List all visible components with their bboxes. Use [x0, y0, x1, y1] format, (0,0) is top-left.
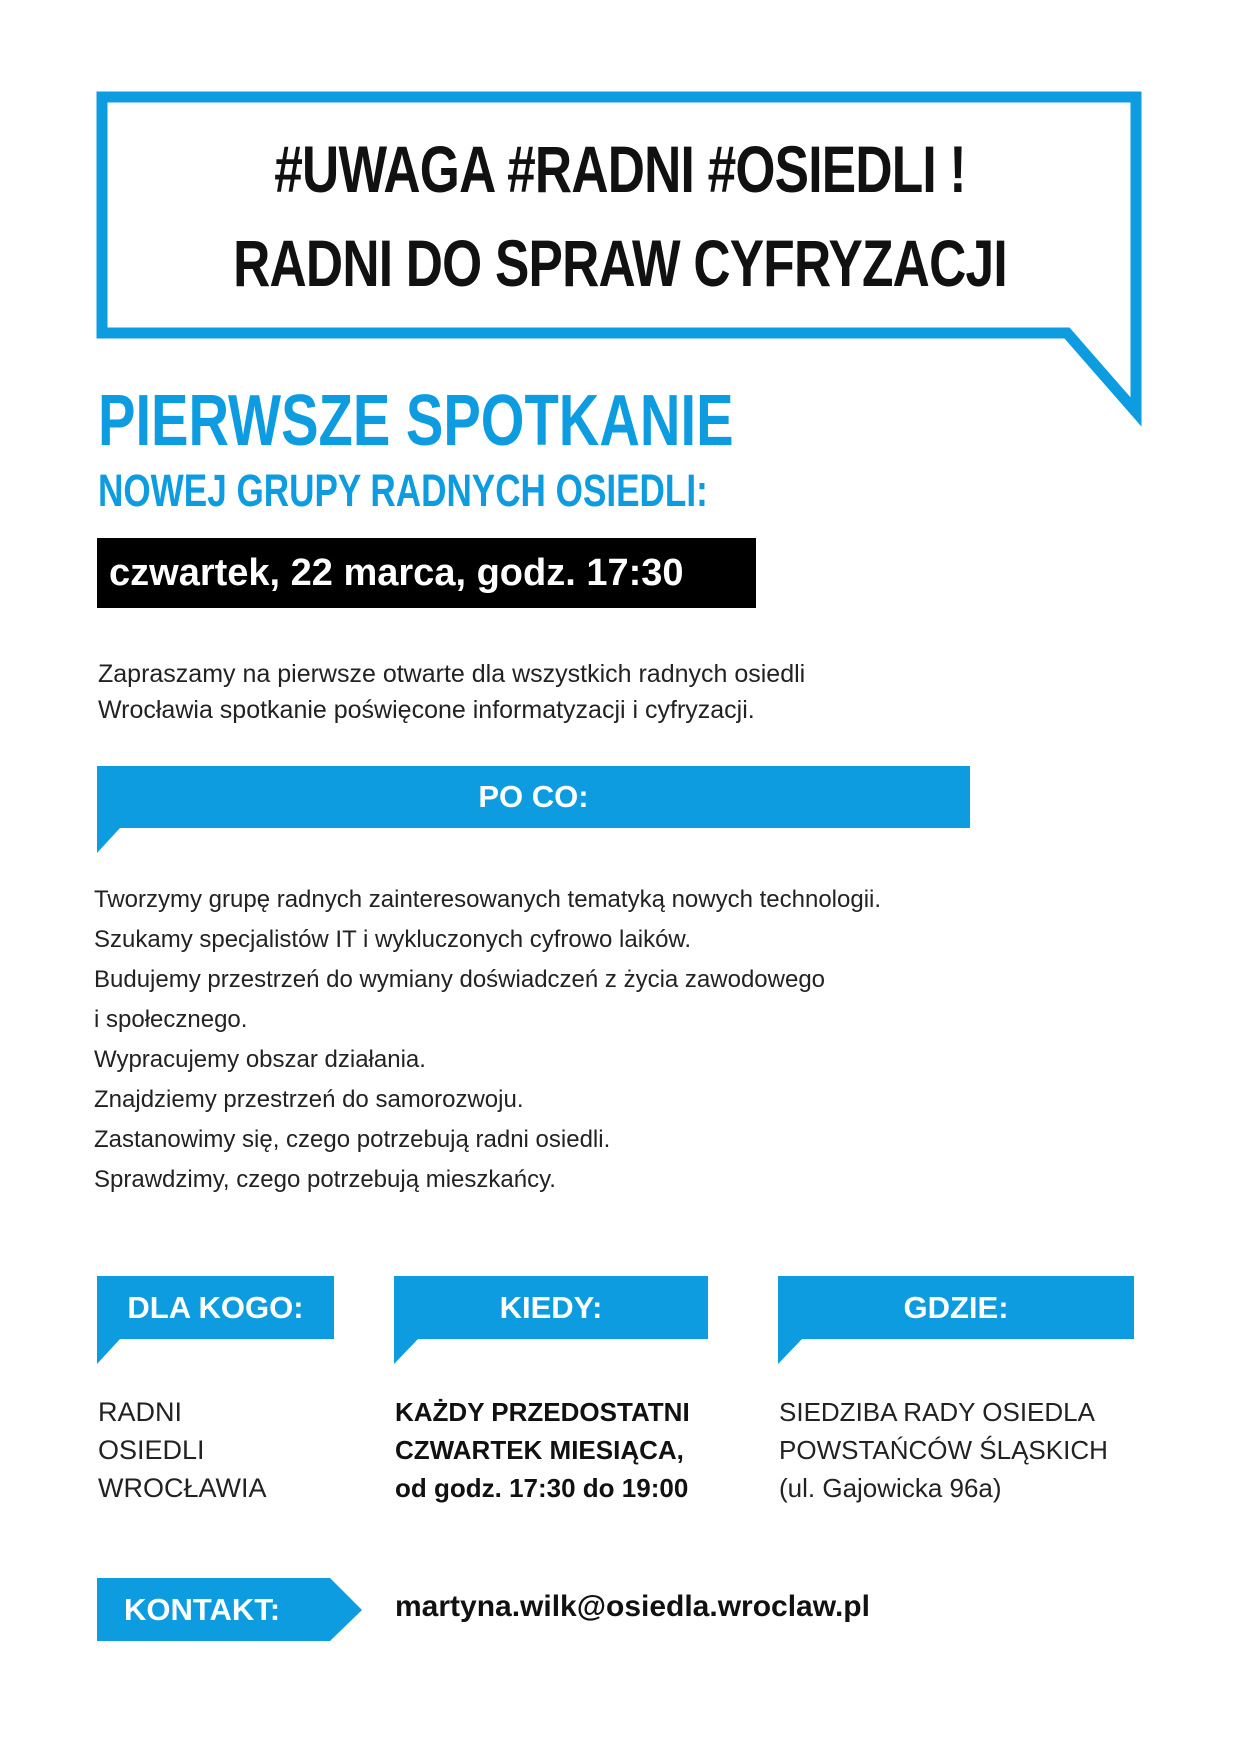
list-item: Szukamy specjalistów IT i wykluczonych cyfrowo laików. — [94, 926, 692, 953]
kiedy-label: KIEDY: — [499, 1290, 603, 1325]
intro-line: Wrocławia spotkanie poświęcone informatyzacji i cyfryzacji. — [98, 696, 755, 724]
kontakt-label: KONTAKT: — [123, 1592, 281, 1627]
dla-kogo-label: DLA KOGO: — [127, 1290, 304, 1325]
dla-kogo-line: WROCŁAWIA — [98, 1473, 267, 1503]
list-item: Tworzymy grupę radnych zainteresowanych tematyką nowych technologii. — [94, 886, 882, 913]
gdzie-line: (ul. Gajowicka 96a) — [779, 1473, 1002, 1503]
po-co-label: PO CO: — [478, 779, 589, 814]
list-item: Wypracujemy obszar działania. — [94, 1046, 426, 1073]
gdzie-line: SIEDZIBA RADY OSIEDLA — [779, 1397, 1095, 1427]
dla-kogo-line: RADNI — [98, 1397, 183, 1427]
intro-line: Zapraszamy na pierwsze otwarte dla wszystkich radnych osiedli — [98, 660, 806, 688]
meeting-date: czwartek, 22 marca, godz. 17:30 — [97, 538, 756, 608]
kiedy-text — [395, 1393, 690, 1507]
page-subtitle: NOWEJ GRUPY RADNYCH OSIEDLI: — [98, 465, 708, 516]
dla-kogo-line: OSIEDLI — [98, 1435, 205, 1465]
header-line-2: RADNI DO SPRAW CYFRYZACJI — [233, 226, 1007, 300]
list-item: Sprawdzimy, czego potrzebują mieszkańcy. — [94, 1166, 556, 1193]
header-line-1: #UWAGA #RADNI #OSIEDLI ! — [274, 132, 966, 206]
list-item: Zastanowimy się, czego potrzebują radni osiedli. — [94, 1126, 611, 1153]
page-title: PIERWSZE SPOTKANIE — [98, 381, 734, 461]
list-item: Budujemy przestrzeń do wymiany doświadczeń z życia zawodowego — [94, 966, 826, 993]
list-item: i społecznego. — [94, 1006, 248, 1033]
gdzie-label: GDZIE: — [903, 1290, 1009, 1325]
gdzie-text — [779, 1393, 1108, 1507]
contact-email-link[interactable]: martyna.wilk@osiedla.wroclaw.pl — [395, 1590, 870, 1623]
dla-kogo-text — [98, 1393, 267, 1507]
kiedy-line: od godz. 17:30 do 19:00 — [395, 1473, 689, 1503]
kiedy-line: KAŻDY PRZEDOSTATNI — [395, 1397, 690, 1427]
intro-paragraph — [98, 656, 998, 728]
kiedy-line: CZWARTEK MIESIĄCA, — [395, 1435, 684, 1465]
gdzie-line: POWSTAŃCÓW ŚLĄSKICH — [779, 1435, 1108, 1465]
list-item: Znajdziemy przestrzeń do samorozwoju. — [94, 1086, 524, 1113]
po-co-list — [94, 880, 1044, 1200]
